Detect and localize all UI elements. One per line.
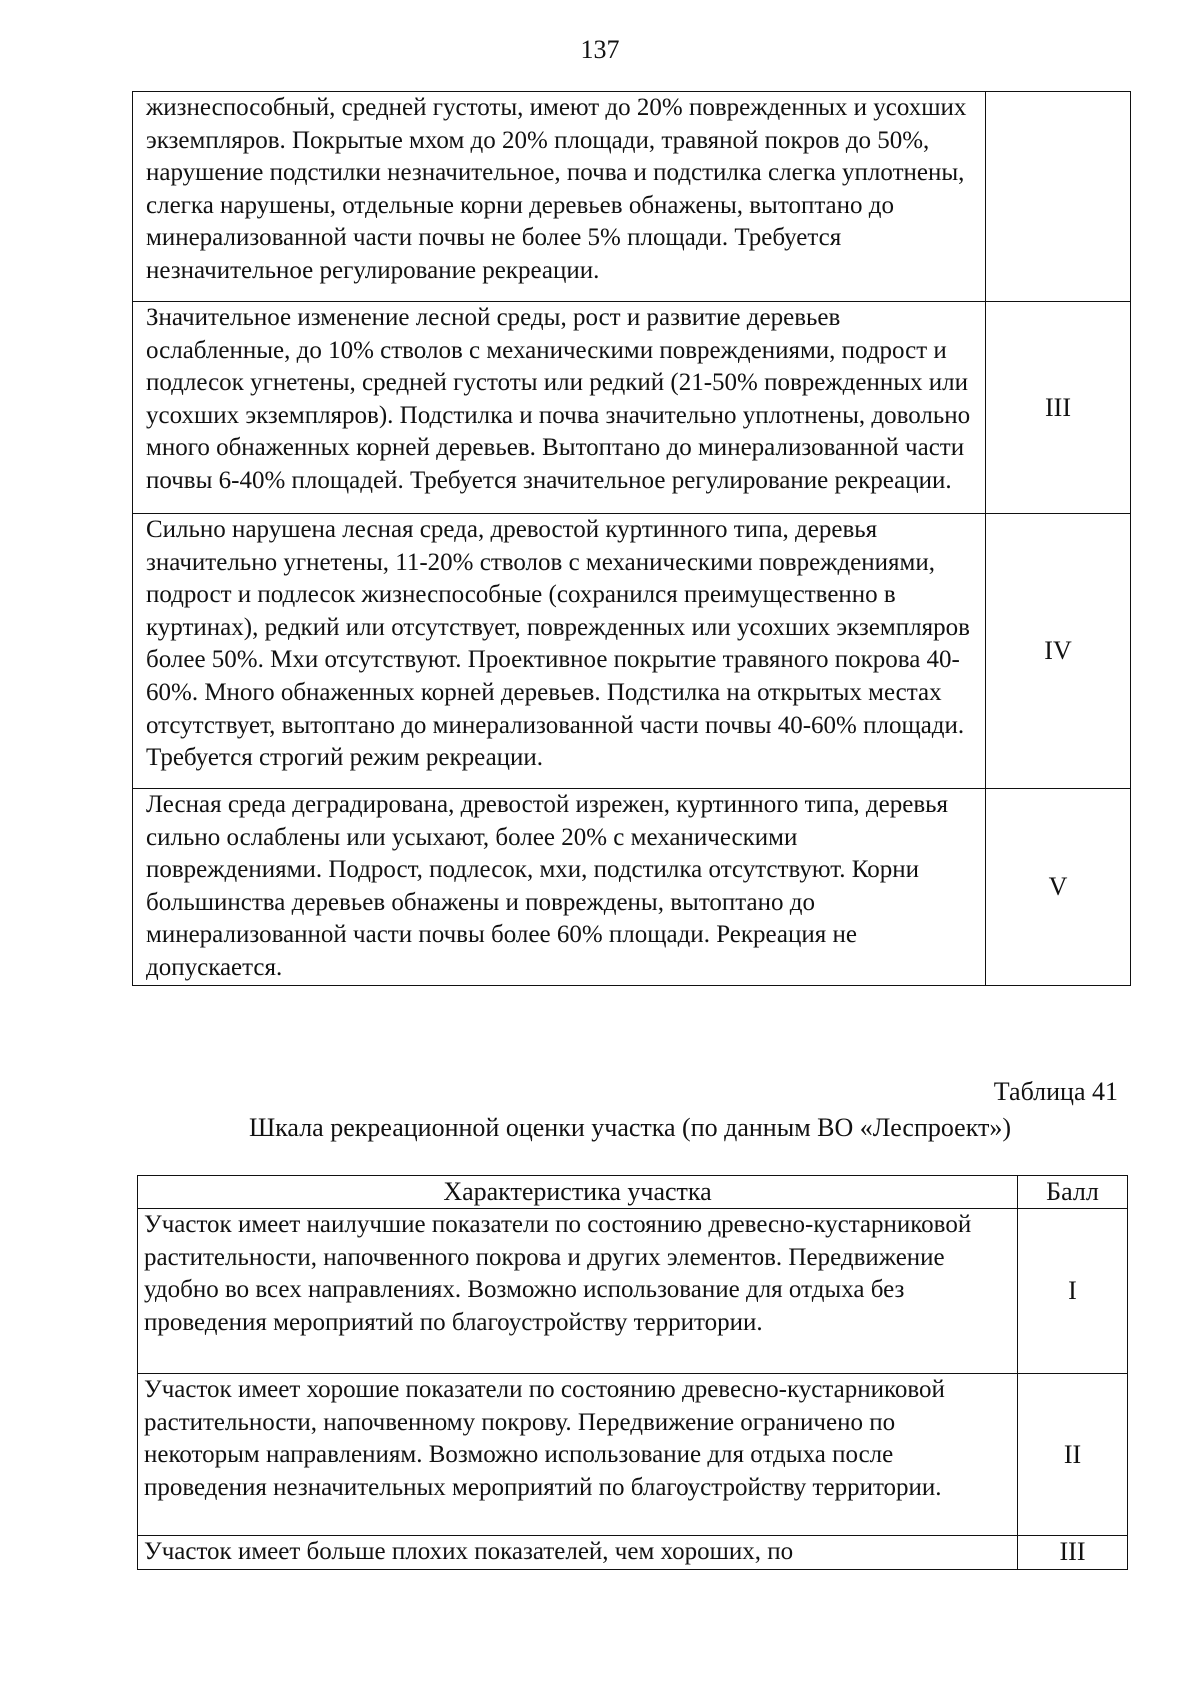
table-row [133, 514, 1131, 789]
row-characteristic: Участок имеет наилучшие показатели по состоянию древесно-кустарниковой растительности, напочвенного покрова и других элементов. Передвижение удобно во всех направлениях. Возможно использование для отдыха без проведения мероприятий по благоустройству территории. [138, 1209, 1018, 1374]
table-row [133, 92, 1131, 302]
table-row [133, 789, 1131, 986]
table-row [138, 1536, 1128, 1570]
row-score: III [986, 302, 1131, 514]
row-score: II [1018, 1374, 1128, 1536]
table-row [138, 1209, 1128, 1374]
row-score: III [1018, 1536, 1128, 1570]
table-number-label: Таблица 41 [993, 1077, 1118, 1106]
table-row [138, 1374, 1128, 1536]
row-characteristic: Участок имеет хорошие показатели по состоянию древесно-кустарниковой растительности, напочвенному покрову. Передвижение ограничено по некоторым направлениям. Возможно использование для отдыха после проведения незначительных мероприятий по благоустройству территории. [138, 1374, 1018, 1536]
page-number: 137 [580, 35, 620, 64]
header-score: Балл [1018, 1176, 1128, 1209]
table-header-row [138, 1176, 1128, 1209]
row-characteristic: жизнеспособный, средней густоты, имеют до 20% поврежденных и усохших экземпляров. Покрытые мхом до 20% площади, травяной покров до 50%, нарушение подстилки незначительное, почва и подстилка слегка уплотнены, слегка нарушены, отдельные корни деревьев обнажены, вытоптано до минерализованной части почвы не более 5% площади. Требуется незначительное регулирование рекреации. [133, 92, 986, 302]
recreation-scale-table [137, 1175, 1128, 1570]
row-characteristic: Участок имеет больше плохих показателей, чем хороших, по [138, 1536, 1018, 1570]
header-characteristic: Характеристика участка [138, 1176, 1018, 1209]
table-row [133, 302, 1131, 514]
row-score: I [1018, 1209, 1128, 1374]
row-characteristic: Значительное изменение лесной среды, рост и развитие деревьев ослабленные, до 10% стволов с механическими повреждениями, подрост и подлесок угнетены, средней густоты или редкий (21-50% поврежденных или усохших экземпляров). Подстилка и почва значительно уплотнены, довольно много обнаженных корней деревьев. Вытоптано до минерализованной части почвы 6-40% площадей. Требуется значительное регулирование рекреации. [133, 302, 986, 514]
row-characteristic: Сильно нарушена лесная среда, древостой куртинного типа, деревья значительно угнетены, 11-20% стволов с механическими повреждениями, подрост и подлесок жизнеспособные (сохранился преимущественно в куртинах), редкий или отсутствует, поврежденных или усохших экземпляров более 50%. Мхи отсутствуют. Проективное покрытие травяного покрова 40-60%. Много обнаженных корней деревьев. Подстилка на открытых местах отсутствует, вытоптано до минерализованной части почвы 40-60% площади. Требуется строгий режим рекреации. [133, 514, 986, 789]
row-score [986, 92, 1131, 302]
table-title: Шкала рекреационной оценки участка (по данным ВО «Леспроект») [248, 1113, 1012, 1142]
continued-table [132, 91, 1131, 986]
row-characteristic: Лесная среда деградирована, древостой изрежен, куртинного типа, деревья сильно ослаблены или усыхают, более 20% с механическими повреждениями. Подрост, подлесок, мхи, подстилка отсутствуют. Корни большинства деревьев обнажены и повреждены, вытоптано до минерализованной части почвы более 60% площади. Рекреация не допускается. [133, 789, 986, 986]
row-score: IV [986, 514, 1131, 789]
row-score: V [986, 789, 1131, 986]
